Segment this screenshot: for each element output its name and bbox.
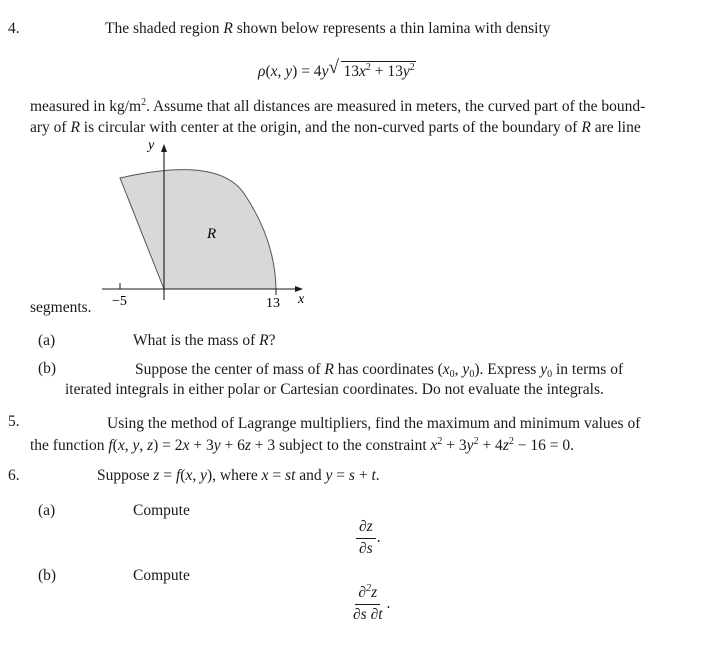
problem-5-text: Using the method of Lagrange multipliers, find the maximum and minimum values of the function f(x, y, z) = 2x + 3y + 6z + 3 subject to the constraint $x^2 + 3y^2 + 4z^2 - 16 = 0$. xyxy=(30,415,641,454)
problem-5-number: 5. xyxy=(8,413,20,430)
tick-pos-label: 13 xyxy=(266,296,280,311)
y-axis-label: y xyxy=(148,138,155,153)
problem-6a-text: Compute xyxy=(133,502,190,519)
tick-neg-label: −5 xyxy=(112,294,127,309)
shaded-region-r xyxy=(120,170,276,289)
problem-4-segments: segments. xyxy=(30,299,92,316)
problem-6a-label: (a) xyxy=(38,502,56,519)
y-axis-arrowhead xyxy=(161,144,167,152)
problem-6b-label: (b) xyxy=(38,567,57,584)
problem-6-number: 6. xyxy=(8,467,20,484)
problem-4b-text: Suppose the center of mass of R has coordinates ($x_0$, $y_0$). Express $y_0$ in terms of iterated integrals in either polar or Cartesian coordinates. Do not evaluate the integrals. xyxy=(65,361,624,398)
problem-4-measured: measured in $kg/m^2$. Assume that all distances are measured in meters, the curved part of the bound- ary of R is circular with center at the origin, and the non-curved parts of the boundary of R are line xyxy=(30,97,646,136)
region-figure xyxy=(80,130,340,320)
partial-z-st-formula: $\frac{\partial^2z}{\partial s \partial t}$ . xyxy=(353,583,391,623)
partial-z-s-formula: $\frac{\partial z}{\partial s}$ . xyxy=(356,518,381,558)
problem-6-text: Suppose z = f(x, y), where x = st and y = s + t. xyxy=(97,467,380,484)
problem-4b-label: (b) xyxy=(38,360,57,377)
problem-4a-text: What is the mass of R? xyxy=(133,332,276,349)
problem-4a-label: (a) xyxy=(38,332,56,349)
problem-4-intro: The shaded region R shown below represents a thin lamina with density xyxy=(105,20,551,37)
problem-4-number: 4. xyxy=(8,20,20,37)
problem-6b-text: Compute xyxy=(133,567,190,584)
region-label: R xyxy=(207,226,217,242)
x-axis-label: x xyxy=(298,292,305,307)
density-formula: ρ(x, y) = 4y √ $13x^2 + 13y^2$ xyxy=(258,57,415,80)
